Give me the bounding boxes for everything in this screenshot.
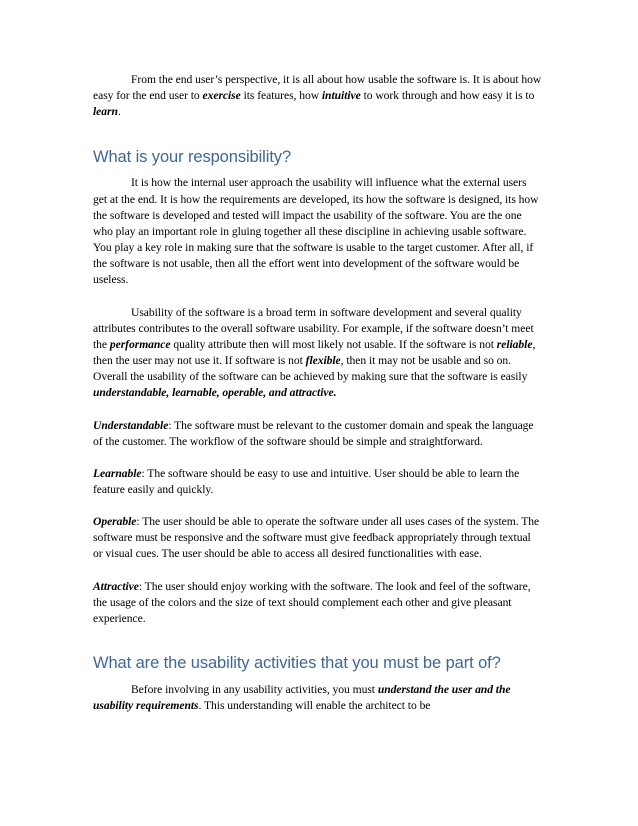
section-heading-usability-activities: What are the usability activities that you must be part of? bbox=[93, 654, 501, 673]
intro-text: From the end user’s perspective, it is all about how usable the software is. It is about how easy for the end user to bbox=[93, 73, 542, 103]
quality-emphasis-reliable: reliable bbox=[496, 337, 533, 351]
intro-text: its features, how bbox=[240, 89, 322, 103]
section-heading-responsibility: What is your responsibility? bbox=[93, 148, 292, 167]
quality-emphasis-summary: understandable, learnable, operable, and attractive. bbox=[93, 386, 337, 400]
intro-emphasis-learn: learn bbox=[93, 105, 118, 119]
quality-emphasis-performance: performance bbox=[109, 337, 171, 351]
quality-text: , then it may not be usable and so on. Overall the usability of the software can be achieved by making sure that the software is easily bbox=[93, 354, 528, 384]
quality-emphasis-flexible: flexible bbox=[305, 354, 341, 368]
attribute-term: Learnable bbox=[93, 466, 142, 480]
attribute-paragraph-understandable bbox=[93, 418, 543, 450]
attribute-term: Understandable bbox=[93, 418, 169, 432]
attribute-paragraph-attractive bbox=[93, 579, 543, 627]
activities-text: . This understanding will enable the architect to be bbox=[198, 699, 431, 713]
attribute-paragraph-learnable bbox=[93, 466, 543, 498]
attribute-term: Operable bbox=[93, 515, 137, 529]
quality-text: , then the user may not use it. If software is not bbox=[93, 337, 536, 368]
activities-paragraph bbox=[93, 682, 543, 714]
activities-text: Before involving in any usability activities, you must bbox=[131, 683, 378, 697]
attribute-description: : The user should enjoy working with the software. The look and feel of the software, the usage of the colors and the size of text should complement each other and give pleasant experience. bbox=[93, 579, 531, 625]
attribute-description: : The software must be relevant to the customer domain and speak the language of the customer. The workflow of the software should be simple and straightforward. bbox=[93, 418, 534, 448]
attribute-term: Attractive bbox=[93, 579, 139, 593]
quality-attributes-paragraph bbox=[93, 305, 543, 402]
intro-emphasis-intuitive: intuitive bbox=[321, 89, 361, 103]
quality-text: Usability of the software is a broad term in software development and several quality attributes contributes to the overall software usability. For example, if the software doesn’t meet the bbox=[93, 305, 534, 351]
attribute-description: : The software should be easy to use and intuitive. User should be able to learn the feature easily and quickly. bbox=[93, 466, 520, 496]
activities-emphasis: understand the user and the usability requirements bbox=[93, 683, 511, 713]
intro-paragraph bbox=[93, 72, 543, 120]
intro-emphasis-exercise: exercise bbox=[202, 89, 241, 103]
responsibility-paragraph: It is how the internal user approach the usability will influence what the external users get at the end. It is how the requirements are developed, its how the software is designed, its how the software is developed and tested will impact the usability of the software. You are the one who play an important role in gluing together all these discipline in achieving usable software. You play a key role in making sure that the software is usable to the target customer. After all, if the software is not usable, then all the effort went into development of the software would be useless. bbox=[93, 176, 539, 287]
attribute-description: : The user should be able to operate the software under all uses cases of the system. The software must be responsive and the software must give feedback appropriately through textual or visual cues. The user should be able to access all desired functionalities with ease. bbox=[93, 515, 540, 561]
attribute-paragraph-operable bbox=[93, 514, 543, 562]
intro-text: . bbox=[117, 105, 121, 119]
intro-text: to work through and how easy it is to bbox=[360, 89, 535, 103]
quality-text: quality attribute then will most likely not usable. If the software is not bbox=[170, 337, 497, 351]
document-body bbox=[93, 72, 543, 714]
